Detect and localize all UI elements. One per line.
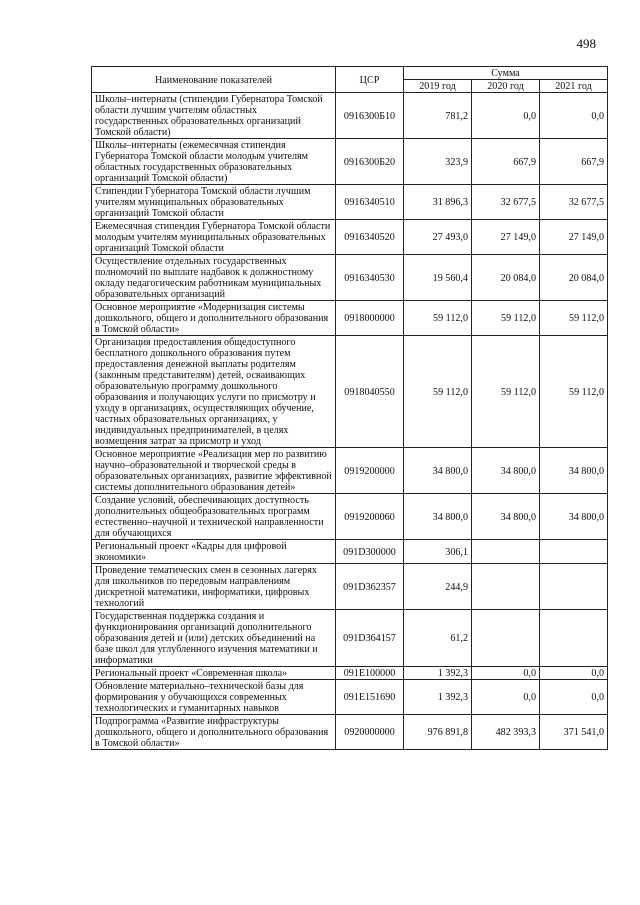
header-name: Наименование показателей — [92, 67, 336, 93]
row-csr: 0916340530 — [336, 255, 404, 301]
row-value-2021: 0,0 — [540, 667, 608, 680]
header-year-2019: 2019 год — [404, 80, 472, 93]
row-csr: 0918000000 — [336, 301, 404, 336]
row-name: Региональный проект «Современная школа» — [92, 667, 336, 680]
row-value-2020: 34 800,0 — [472, 448, 540, 494]
row-value-2021: 27 149,0 — [540, 220, 608, 255]
row-value-2021: 371 541,0 — [540, 715, 608, 750]
row-value-2021 — [540, 564, 608, 610]
row-value-2020: 59 112,0 — [472, 336, 540, 448]
row-name: Региональный проект «Кадры для цифровой экономики» — [92, 540, 336, 564]
row-value-2020: 667,9 — [472, 139, 540, 185]
row-csr: 0916340510 — [336, 185, 404, 220]
row-name: Проведение тематических смен в сезонных лагерях для школьников по передовым направлениям дискретной математики, информатики, цифровых технологий — [92, 564, 336, 610]
row-value-2019: 1 392,3 — [404, 667, 472, 680]
table-row — [92, 185, 608, 220]
table-row — [92, 494, 608, 540]
header-sum: Сумма — [404, 67, 608, 80]
row-value-2020: 0,0 — [472, 93, 540, 139]
row-value-2021: 667,9 — [540, 139, 608, 185]
row-value-2019: 19 560,4 — [404, 255, 472, 301]
row-value-2020: 0,0 — [472, 667, 540, 680]
row-name: Школы–интернаты (ежемесячная стипендия Губернатора Томской области молодым учителям областных государственных образовательных организаций Томской области) — [92, 139, 336, 185]
row-name: Подпрограмма «Развитие инфраструктуры дошкольного, общего и дополнительного образования в Томской области» — [92, 715, 336, 750]
row-value-2020: 34 800,0 — [472, 494, 540, 540]
row-value-2021: 0,0 — [540, 93, 608, 139]
row-value-2020 — [472, 564, 540, 610]
table-row — [92, 301, 608, 336]
row-value-2021: 32 677,5 — [540, 185, 608, 220]
row-value-2021: 34 800,0 — [540, 448, 608, 494]
row-value-2021: 20 084,0 — [540, 255, 608, 301]
row-csr: 0919200060 — [336, 494, 404, 540]
row-value-2019: 59 112,0 — [404, 301, 472, 336]
row-value-2021: 0,0 — [540, 680, 608, 715]
row-value-2019: 976 891,8 — [404, 715, 472, 750]
table-row — [92, 610, 608, 667]
row-csr: 091E100000 — [336, 667, 404, 680]
row-value-2019: 306,1 — [404, 540, 472, 564]
row-csr: 0916300Б10 — [336, 93, 404, 139]
row-value-2020: 482 393,3 — [472, 715, 540, 750]
page-number: 498 — [576, 36, 596, 51]
row-csr: 091D364157 — [336, 610, 404, 667]
row-value-2019: 27 493,0 — [404, 220, 472, 255]
row-value-2019: 34 800,0 — [404, 448, 472, 494]
row-value-2020: 20 084,0 — [472, 255, 540, 301]
row-csr: 091E151690 — [336, 680, 404, 715]
row-csr: 091D362357 — [336, 564, 404, 610]
table-row — [92, 255, 608, 301]
row-csr: 0919200000 — [336, 448, 404, 494]
table-row — [92, 448, 608, 494]
row-name: Школы–интернаты (стипендии Губернатора Томской области лучшим учителям областных государственных образовательных организаций Томской области) — [92, 93, 336, 139]
row-name: Основное мероприятие «Модернизация системы дошкольного, общего и дополнительного образования в Томской области» — [92, 301, 336, 336]
row-name: Организация предоставления общедоступного бесплатного дошкольного образования путем предоставления денежной выплаты родителям (законным представителям) детей, осваивающих образовательную программу дошкольного образования и получающих услуги по присмотру и уходу в организациях, осуществляющих обучение, частных образовательных организациях, у индивидуальных предпринимателей, в целях возмещения затрат за присмотр и уход — [92, 336, 336, 448]
table-row — [92, 540, 608, 564]
header-year-2020: 2020 год — [472, 80, 540, 93]
row-value-2019: 31 896,3 — [404, 185, 472, 220]
row-value-2019: 781,2 — [404, 93, 472, 139]
row-name: Стипендии Губернатора Томской области лучшим учителям муниципальных образовательных организаций Томской области — [92, 185, 336, 220]
row-csr: 0916340520 — [336, 220, 404, 255]
row-value-2019: 59 112,0 — [404, 336, 472, 448]
row-name: Осуществление отдельных государственных полномочий по выплате надбавок к должностному окладу педагогическим работникам муниципальных образовательных организаций — [92, 255, 336, 301]
row-value-2021: 34 800,0 — [540, 494, 608, 540]
row-value-2020 — [472, 610, 540, 667]
row-csr: 0916300Б20 — [336, 139, 404, 185]
row-value-2019: 61,2 — [404, 610, 472, 667]
row-csr: 0920000000 — [336, 715, 404, 750]
row-value-2020: 59 112,0 — [472, 301, 540, 336]
row-value-2019: 244,9 — [404, 564, 472, 610]
header-year-2021: 2021 год — [540, 80, 608, 93]
row-value-2019: 1 392,3 — [404, 680, 472, 715]
row-value-2020: 0,0 — [472, 680, 540, 715]
row-value-2020: 32 677,5 — [472, 185, 540, 220]
row-name: Обновление материально–технической базы для формирования у обучающихся современных технологических и гуманитарных навыков — [92, 680, 336, 715]
row-name: Создание условий, обеспечивающих доступность дополнительных общеобразовательных программ естественно–научной и технической направленности для обучающихся — [92, 494, 336, 540]
budget-table — [91, 66, 608, 750]
row-value-2021: 59 112,0 — [540, 301, 608, 336]
row-value-2019: 323,9 — [404, 139, 472, 185]
table-row — [92, 667, 608, 680]
row-name: Основное мероприятие «Реализация мер по развитию научно–образовательной и творческой среды в образовательных организациях, развитие эффективной системы дополнительного образования детей» — [92, 448, 336, 494]
table-row — [92, 93, 608, 139]
header-csr: ЦСР — [336, 67, 404, 93]
row-name: Ежемесячная стипендия Губернатора Томской области молодым учителям муниципальных образовательных организаций Томской области — [92, 220, 336, 255]
row-value-2020 — [472, 540, 540, 564]
row-value-2020: 27 149,0 — [472, 220, 540, 255]
table-row — [92, 680, 608, 715]
table-row — [92, 336, 608, 448]
table-row — [92, 564, 608, 610]
row-value-2019: 34 800,0 — [404, 494, 472, 540]
row-csr: 0918040550 — [336, 336, 404, 448]
row-value-2021 — [540, 540, 608, 564]
row-value-2021 — [540, 610, 608, 667]
table-row — [92, 220, 608, 255]
row-name: Государственная поддержка создания и функционирования организаций дополнительного образования детей и (или) детских объединений на базе школ для углубленного изучения математики и информатики — [92, 610, 336, 667]
table-row — [92, 715, 608, 750]
table-body — [92, 93, 608, 750]
row-csr: 091D300000 — [336, 540, 404, 564]
table-row — [92, 139, 608, 185]
row-value-2021: 59 112,0 — [540, 336, 608, 448]
